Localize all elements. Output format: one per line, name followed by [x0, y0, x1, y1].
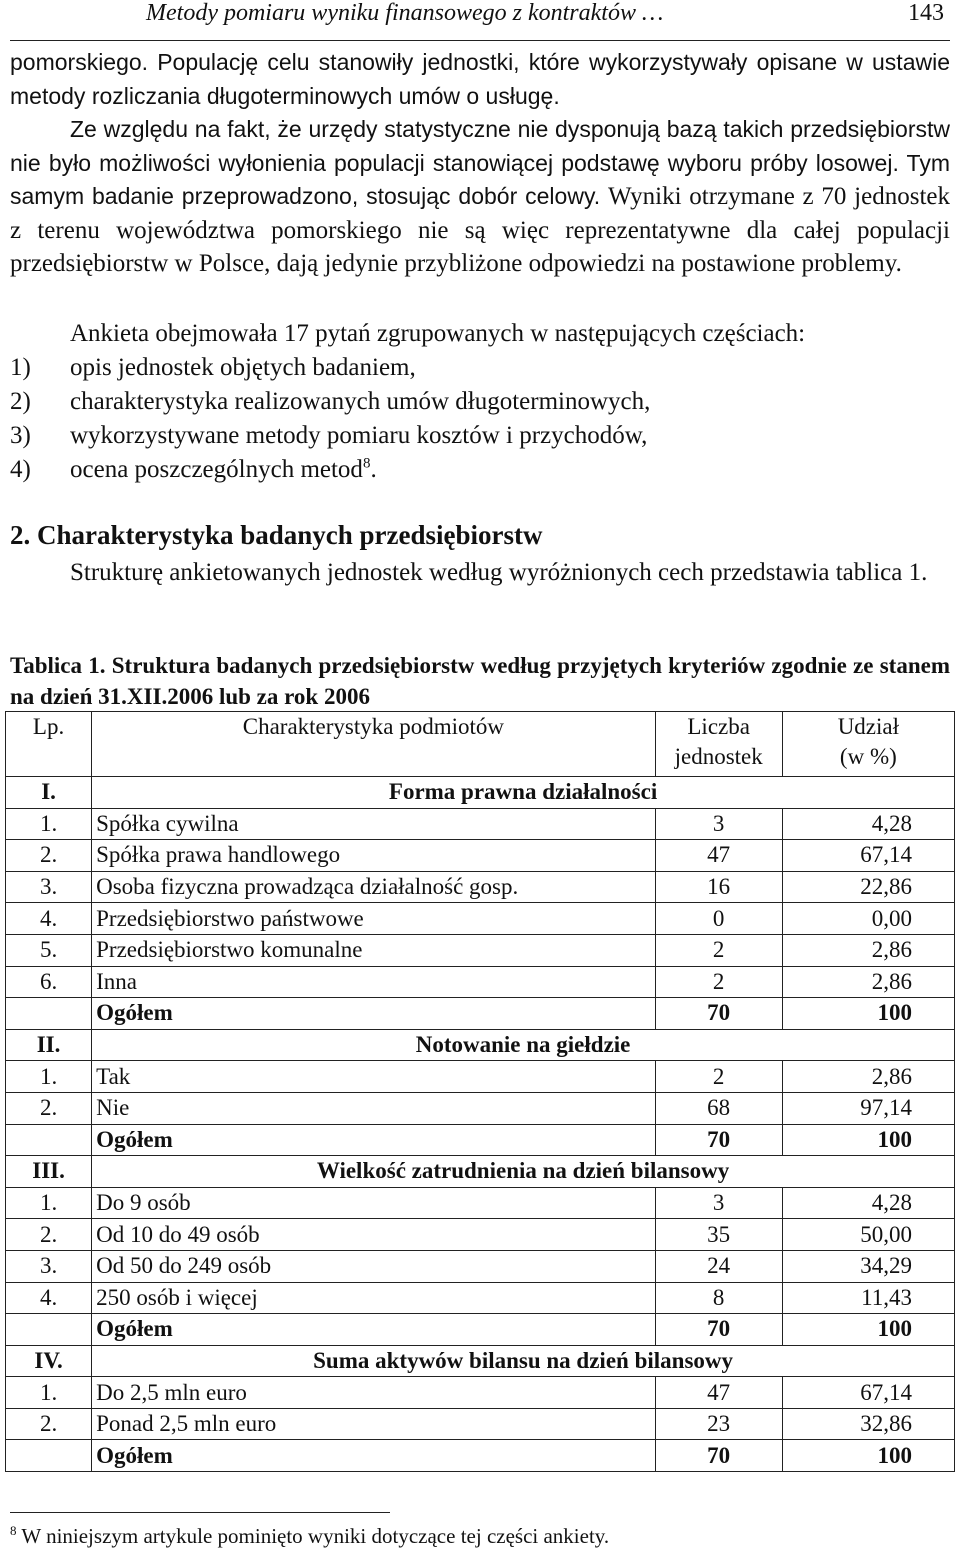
total-count: 70: [655, 1440, 782, 1472]
paragraph-2-part-b: Wyniki otrzymane z 70 jednostek z terenu województwa pomorskiego nie są więc reprezentatywne dla całej populacji przedsiębiorstw w Polsce, dają jedynie przybliżone odpowiedzi na postawione problemy.: [10, 183, 950, 277]
header-share: Udział (w %): [782, 712, 954, 777]
total-count: 70: [655, 998, 782, 1030]
structure-table: [5, 711, 955, 1472]
row-lp: 2.: [6, 840, 92, 872]
survey-parts: [10, 317, 950, 487]
row-count: 23: [655, 1408, 782, 1440]
row-lp: 4.: [6, 903, 92, 935]
total-lp: [6, 1440, 92, 1472]
table-row: [6, 1187, 955, 1219]
row-name: Nie: [92, 1092, 656, 1124]
total-label: Ogółem: [92, 1124, 656, 1156]
total-share: 100: [782, 1314, 954, 1346]
row-share: 67,14: [782, 1377, 954, 1409]
section-heading: 2. Charakterystyka badanych przedsiębiorstw: [10, 520, 543, 550]
total-lp: [6, 998, 92, 1030]
section-row: [6, 1156, 955, 1188]
row-share: 22,86: [782, 871, 954, 903]
row-lp: 4.: [6, 1282, 92, 1314]
row-name: Od 10 do 49 osób: [92, 1219, 656, 1251]
row-share: 2,86: [782, 966, 954, 998]
row-name: Od 50 do 249 osób: [92, 1250, 656, 1282]
row-count: 8: [655, 1282, 782, 1314]
total-share: 100: [782, 1124, 954, 1156]
row-lp: 5.: [6, 934, 92, 966]
section-row: [6, 1029, 955, 1061]
row-lp: 6.: [6, 966, 92, 998]
row-lp: 1.: [6, 1187, 92, 1219]
row-share: 4,28: [782, 1187, 954, 1219]
row-count: 68: [655, 1092, 782, 1124]
row-lp: 1.: [6, 808, 92, 840]
total-share: 100: [782, 1440, 954, 1472]
paragraph-3: Ankieta obejmowała 17 pytań zgrupowanych w następujących częściach:: [70, 320, 806, 347]
row-name: 250 osób i więcej: [92, 1282, 656, 1314]
row-share: 2,86: [782, 934, 954, 966]
table-row: [6, 1250, 955, 1282]
footnote-ref[interactable]: 8: [362, 455, 371, 472]
paragraph-2: [10, 113, 950, 281]
row-share: 34,29: [782, 1250, 954, 1282]
section-title: Notowanie na giełdzie: [92, 1029, 955, 1061]
table-row: [6, 1219, 955, 1251]
row-lp: 1.: [6, 1377, 92, 1409]
row-lp: 2.: [6, 1219, 92, 1251]
row-share: 67,14: [782, 840, 954, 872]
row-name: Do 2,5 mln euro: [92, 1377, 656, 1409]
paragraph-2-part-a: Ze względu na fakt, że urzędy statystyczne nie dysponują bazą takich przedsiębiorstw nie było możliwości wyłonienia populacji stanowiącej podstawę wyboru próby losowej. Tym samym badanie przeprowadzono, stosując dobór celowy.: [10, 116, 950, 209]
section-title: Suma aktywów bilansu na dzień bilansowy: [92, 1345, 955, 1377]
row-share: 2,86: [782, 1061, 954, 1093]
row-count: 2: [655, 966, 782, 998]
list-item: 2) charakterystyka realizowanych umów długoterminowych,: [10, 388, 651, 415]
row-count: 47: [655, 840, 782, 872]
total-row: [6, 1124, 955, 1156]
row-share: 4,28: [782, 808, 954, 840]
row-lp: 1.: [6, 1061, 92, 1093]
body-text: [10, 46, 950, 281]
total-label: Ogółem: [92, 998, 656, 1030]
row-count: 24: [655, 1250, 782, 1282]
total-label: Ogółem: [92, 1440, 656, 1472]
section-number: II.: [6, 1029, 92, 1061]
list-item: 1) opis jednostek objętych badaniem,: [10, 354, 416, 381]
row-count: 35: [655, 1219, 782, 1251]
row-name: Do 9 osób: [92, 1187, 656, 1219]
table-row: [6, 1408, 955, 1440]
table-row: [6, 903, 955, 935]
row-share: 32,86: [782, 1408, 954, 1440]
row-count: 2: [655, 1061, 782, 1093]
row-name: Inna: [92, 966, 656, 998]
section-row: [6, 1345, 955, 1377]
row-lp: 2.: [6, 1408, 92, 1440]
table-row: [6, 934, 955, 966]
section-number: I.: [6, 777, 92, 809]
page-number: 143: [908, 0, 944, 26]
row-count: 3: [655, 808, 782, 840]
table-row: [6, 840, 955, 872]
section-number: III.: [6, 1156, 92, 1188]
table-header-row: [6, 712, 955, 777]
running-header: [10, 0, 950, 41]
header-count: Liczba jednostek: [655, 712, 782, 777]
table-row: [6, 966, 955, 998]
row-name: Przedsiębiorstwo państwowe: [92, 903, 656, 935]
row-name: Tak: [92, 1061, 656, 1093]
row-lp: 3.: [6, 1250, 92, 1282]
row-share: 0,00: [782, 903, 954, 935]
total-label: Ogółem: [92, 1314, 656, 1346]
table-caption: Tablica 1. Struktura badanych przedsiębiorstw według przyjętych kryteriów zgodnie ze stanem na dzień 31.XII.2006 lub za rok 2006: [10, 653, 950, 709]
row-share: 11,43: [782, 1282, 954, 1314]
row-name: Ponad 2,5 mln euro: [92, 1408, 656, 1440]
total-row: [6, 1314, 955, 1346]
total-count: 70: [655, 1124, 782, 1156]
section-number: IV.: [6, 1345, 92, 1377]
total-row: [6, 998, 955, 1030]
section-title: Forma prawna działalności: [92, 777, 955, 809]
total-row: [6, 1440, 955, 1472]
running-title: Metody pomiaru wyniku finansowego z kontraktów …: [146, 0, 664, 26]
list-item: 4) ocena poszczególnych metod$^8$.: [10, 455, 377, 483]
table-row: [6, 871, 955, 903]
row-count: 3: [655, 1187, 782, 1219]
row-share: 50,00: [782, 1219, 954, 1251]
section-row: [6, 777, 955, 809]
total-lp: [6, 1314, 92, 1346]
row-name: Przedsiębiorstwo komunalne: [92, 934, 656, 966]
section-text: Strukturę ankietowanych jednostek według wyróżnionych cech przedstawia tablica 1.: [70, 559, 928, 586]
row-count: 16: [655, 871, 782, 903]
row-lp: 3.: [6, 871, 92, 903]
row-name: Spółka prawa handlowego: [92, 840, 656, 872]
row-count: 47: [655, 1377, 782, 1409]
row-name: Spółka cywilna: [92, 808, 656, 840]
row-count: 0: [655, 903, 782, 935]
table-row: [6, 808, 955, 840]
footnote-divider: [10, 1512, 390, 1513]
table-row: [6, 1092, 955, 1124]
row-name: Osoba fizyczna prowadząca działalność gosp.: [92, 871, 656, 903]
total-count: 70: [655, 1314, 782, 1346]
header-lp: Lp.: [6, 712, 92, 777]
table-row: [6, 1377, 955, 1409]
table-row: [6, 1282, 955, 1314]
paragraph-1: pomorskiego. Populację celu stanowiły jednostki, które wykorzystywały opisane w ustawie metody rozliczania długoterminowych umów o usługę.: [10, 49, 950, 109]
row-count: 2: [655, 934, 782, 966]
header-name: Charakterystyka podmiotów: [92, 712, 656, 777]
row-lp: 2.: [6, 1092, 92, 1124]
total-share: 100: [782, 998, 954, 1030]
total-lp: [6, 1124, 92, 1156]
row-share: 97,14: [782, 1092, 954, 1124]
footnote: $^8$ W niniejszym artykule pominięto wyniki dotyczące tej części ankiety.: [10, 1523, 610, 1548]
table-row: [6, 1061, 955, 1093]
list-item: 3) wykorzystywane metody pomiaru kosztów i przychodów,: [10, 422, 648, 449]
section-title: Wielkość zatrudnienia na dzień bilansowy: [92, 1156, 955, 1188]
